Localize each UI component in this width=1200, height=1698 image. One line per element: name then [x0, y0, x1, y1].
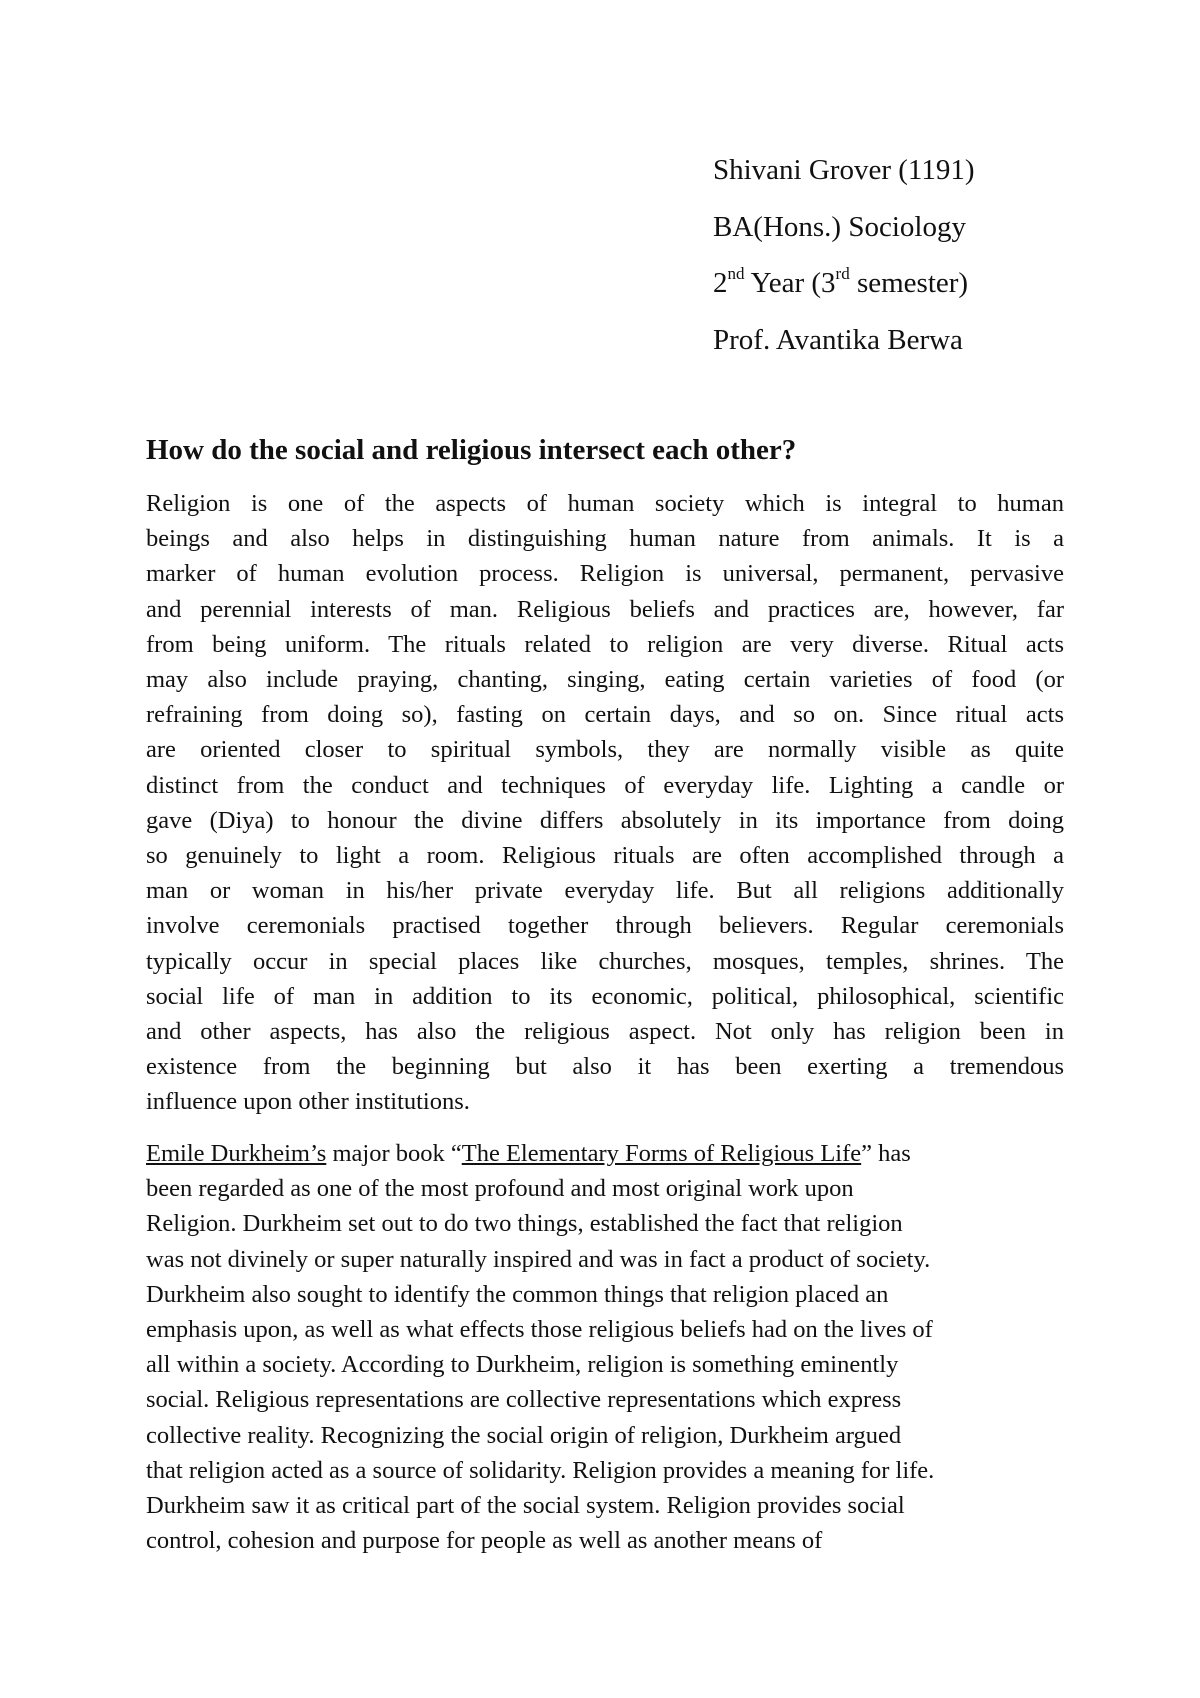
student-name: Shivani Grover (1191) [713, 154, 975, 186]
author-info-block [713, 142, 1133, 368]
paragraph-line: refraining from doing so), fasting on certain days, and so on. Since ritual acts [146, 701, 1064, 729]
paragraph-line: marker of human evolution process. Religion is universal, permanent, pervasive [146, 560, 1064, 588]
paragraph-line: may also include praying, chanting, singing, eating certain varieties of food (or [146, 666, 1064, 694]
paragraph-line: gave (Diya) to honour the divine differs absolutely in its importance from doing [146, 806, 1064, 834]
paragraph-religion-intro [146, 486, 1064, 1120]
paragraph-line: was not divinely or super naturally inspired and was in fact a product of society. [146, 1245, 931, 1273]
paragraph-line: emphasis upon, as well as what effects those religious beliefs had on the lives of [146, 1316, 933, 1344]
year-semester [713, 255, 1133, 312]
semester-text: semester) [849, 267, 969, 299]
year-number: 2 [713, 267, 728, 299]
paragraph-line: Religion is one of the aspects of human society which is integral to human [146, 490, 1064, 517]
paragraph-line: are oriented closer to spiritual symbols, they are normally visible as quite [146, 736, 1064, 764]
paragraph-line: social life of man in addition to its economic, political, philosophical, scientific [146, 982, 1064, 1010]
paragraph-line: social. Religious representations are collective representations which express [146, 1386, 902, 1414]
line-text: ” has [861, 1140, 911, 1167]
year-ordinal-suffix: nd [727, 264, 745, 284]
paragraph-line: control, cohesion and purpose for people as well as another means of [146, 1527, 823, 1555]
paragraph-line: Durkheim also sought to identify the common things that religion placed an [146, 1280, 889, 1308]
paragraph-line: collective reality. Recognizing the social origin of religion, Durkheim argued [146, 1421, 902, 1449]
author-name-underlined: Emile Durkheim’s [146, 1140, 327, 1167]
paragraph-line: all within a society. According to Durkheim, religion is something eminently [146, 1351, 899, 1379]
paragraph-line: distinct from the conduct and techniques of everyday life. Lighting a candle or [146, 771, 1064, 799]
paragraph-line: Durkheim saw it as critical part of the social system. Religion provides social [146, 1492, 905, 1520]
paragraph-line: involve ceremonials practised together through believers. Regular ceremonials [146, 912, 1064, 940]
book-title-underlined: The Elementary Forms of Religious Life [461, 1140, 862, 1167]
year-text: Year (3 [744, 267, 836, 299]
paragraph-line: existence from the beginning but also it has been exerting a tremendous [146, 1053, 1064, 1081]
paragraph-line: from being uniform. The rituals related to religion are very diverse. Ritual acts [146, 630, 1064, 658]
paragraph-line: that religion acted as a source of solidarity. Religion provides a meaning for life. [146, 1456, 935, 1484]
paragraph-line: beings and also helps in distinguishing human nature from animals. It is a [146, 525, 1064, 553]
paragraph-line: been regarded as one of the most profound and most original work upon [146, 1175, 854, 1203]
line-text: major book “ [326, 1140, 462, 1167]
essay-question-heading: How do the social and religious intersect each other? [146, 434, 797, 466]
paragraph-line: and perennial interests of man. Religious beliefs and practices are, however, far [146, 595, 1064, 623]
paragraph-line: typically occur in special places like churches, mosques, temples, shrines. The [146, 947, 1064, 975]
paragraph-durkheim [146, 1136, 1064, 1558]
paragraph-line: and other aspects, has also the religious aspect. Not only has religion been in [146, 1018, 1064, 1046]
paragraph-line: so genuinely to light a room. Religious rituals are often accomplished through a [146, 842, 1064, 870]
professor-name: Prof. Avantika Berwa [713, 323, 963, 356]
semester-ordinal-suffix: rd [835, 264, 850, 284]
paragraph-line: influence upon other institutions. [146, 1088, 470, 1116]
paragraph-line [146, 1136, 1064, 1171]
paragraph-line: Religion. Durkheim set out to do two things, established the fact that religion [146, 1210, 903, 1238]
paragraph-line: man or woman in his/her private everyday life. But all religions additionally [146, 877, 1064, 905]
course-name: BA(Hons.) Sociology [713, 210, 966, 243]
